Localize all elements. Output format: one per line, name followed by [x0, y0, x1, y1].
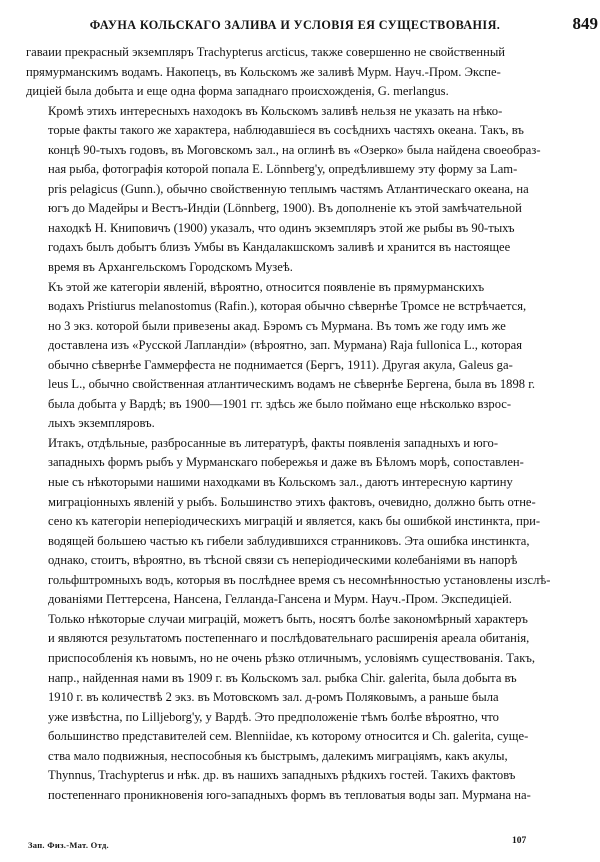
- paragraph: [26, 102, 598, 278]
- text-line: находкѣ Н. Книповичъ (1900) указалъ, что одинъ экземпляръ этой же рыбы въ 90-тыхъ: [48, 220, 515, 235]
- text-line: ства мало подвижныя, неспособныя къ быстрымъ, далекимъ миграціямъ, какъ акулы,: [48, 748, 508, 763]
- paragraph: [26, 434, 598, 805]
- text-line: уже извѣстна, по Lilljeborg'у, у Вардѣ. Это предположеніе тѣмъ болѣе вѣроятно, что: [48, 709, 499, 724]
- text-line: pris pelagicus (Gunn.), обычно свойственную теплымъ частямъ Атлантическаго океана, на: [48, 181, 529, 196]
- body-text: [26, 43, 598, 805]
- text-line: гаваии прекрасный экземпляръ Trachypterus arcticus, также совершенно не свойственный: [26, 45, 506, 59]
- paragraph: [26, 278, 598, 434]
- text-line: миграціонныхъ явленій у рыбъ. Большинство этихъ фактовъ, очевидно, должно быть отне-: [48, 494, 536, 509]
- text-line: была добыта у Вардѣ; въ 1900—1901 гг. здѣсь же было поймано еще нѣсколько взрос-: [48, 396, 512, 411]
- text-line: доставлена изъ «Русской Лапландіи» (вѣроятно, зап. Мурмана) Raja fullonica L., которая: [48, 338, 523, 353]
- text-line: большинство представителей сем. Blenniidae, къ которому относится и Ch. galerita, суще-: [48, 729, 529, 744]
- text-line: обычно сѣвернѣе Гаммерфеста не поднимается (Бергъ, 1911). Другая акула, Galeus ga-: [48, 357, 513, 372]
- sheet-number: 107: [512, 836, 527, 846]
- running-title: ФАУНА КОЛЬСКАГО ЗАЛИВА И УСЛОВІЯ ЕЯ СУЩЕСТВОВАНІЯ.: [89, 18, 501, 32]
- text-line: время въ Архангельскомъ Городскомъ Музеѣ.: [48, 260, 293, 275]
- text-line: однако, стоитъ, вѣроятно, въ тѣсной связи съ непеpіодическими колебаніями въ напорѣ: [48, 553, 518, 568]
- text-line: торые факты такого же характера, наблюдавшіеся въ сосѣднихъ частяхъ океана. Такъ, въ: [48, 123, 524, 138]
- text-line: годахъ былъ добытъ близъ Умбы въ Кандалакшскомъ заливѣ и хранится въ настоящее: [48, 240, 511, 255]
- text-line: гольфштромныхъ водъ, которыя въ послѣднее время съ несомнѣнностью установлены изслѣ-: [48, 572, 551, 587]
- text-line: 1910 г. въ количествѣ 2 экз. въ Мотовскомъ зал. д-ромъ Поляковымъ, а раньше была: [48, 690, 499, 705]
- text-line: leus L., обычно свойственная атлантическимъ водамъ не сѣвернѣе Бергена, была въ 1898 г.: [48, 377, 536, 392]
- text-line: Только нѣкоторые случаи миграцій, можетъ быть, носятъ болѣе закономѣрный характеръ: [48, 611, 528, 626]
- text-line: ная рыба, фотографія которой попала Е. Lönnberg'у, опредѣлившему эту форму за Lam-: [48, 162, 518, 177]
- text-line: концѣ 90-тыхъ годовъ, въ Моговскомъ зал., на оглинѣ въ «Озерко» была найдена своеобраз-: [48, 142, 541, 157]
- page-footer: [0, 836, 600, 858]
- text-line: дованіями Петтерсена, Нансена, Гелланда-Гансена и Мурм. Науч.-Пром. Экспедиціей.: [48, 592, 512, 607]
- text-line: водахъ Pristiurus melanostomus (Rafin.), которая обычно сѣвернѣе Тромсе не встрѣчается,: [48, 299, 527, 314]
- text-line: Къ этой же категоріи явленій, вѣроятно, относится появленіе въ прямурманскихъ: [48, 279, 485, 294]
- text-line: лыхъ экземпляровъ.: [48, 416, 155, 431]
- page-number: 849: [572, 14, 598, 33]
- text-line: Thynnus, Trachypterus и нѣк. др. въ нашихъ западныхъ рѣдкихъ гостей. Такихъ фактовъ: [48, 768, 516, 783]
- text-line: прямурманскимъ водамъ. Накопецъ, въ Кольскомъ же заливѣ Мурм. Науч.-Пром. Экспе-: [26, 64, 501, 79]
- text-line: западныхъ формъ рыбъ у Мурманскаго побережья и даже въ Бѣломъ морѣ, сопоставлен-: [48, 455, 524, 470]
- text-line: водящей большею частью къ гибели заблудившихся странниковъ. Эта ошибка инстинкта,: [48, 533, 530, 548]
- text-line: Итакъ, отдѣльные, разбросанные въ литературѣ, факты появленія западныхъ и юго-: [48, 435, 499, 450]
- text-line: но 3 экз. которой были привезены акад. Бэромъ съ Мурмана. Въ томъ же году имъ же: [48, 318, 506, 333]
- text-line: приспособленія къ новымъ, но не очень рѣзко отличнымъ, условіямъ существованія. Такъ,: [48, 650, 535, 665]
- text-line: постепеннаго проникновенія юго-западныхъ формъ въ тепловатыя воды зап. Мурмана на-: [48, 787, 531, 802]
- text-line: ные съ нѣкоторыми нашими находками въ Кольскомъ зал., даютъ интересную картину: [48, 475, 513, 490]
- text-line: и являются результатомъ постепеннаго и послѣдовательнаго расширенія ареала обитанія,: [48, 631, 530, 646]
- text-line: югъ до Мадейры и Вестъ-Индіи (Lönnberg, 1900). Въ дополненіе къ этой замѣчательной: [48, 201, 522, 216]
- text-line: Кромѣ этихъ интересныхъ находокъ въ Кольскомъ заливѣ нельзя не указать на нѣко-: [48, 103, 503, 118]
- text-line: напр., найденная нами въ 1909 г. въ Кольскомъ зал. рыбка Chir. galerita, была добыта въ: [48, 670, 517, 685]
- text-line: сено къ категоріи непеpіодическихъ миграцій и является, какъ бы ошибкой инстинкта, при-: [48, 514, 541, 529]
- paragraph: [26, 43, 598, 102]
- signature-mark: Зап. Физ.-Мат. Отд.: [28, 840, 109, 850]
- text-line: диціей была добыта и еще одна форма западнаго происхожденія, G. merlangus.: [26, 84, 449, 99]
- running-header: [0, 14, 600, 40]
